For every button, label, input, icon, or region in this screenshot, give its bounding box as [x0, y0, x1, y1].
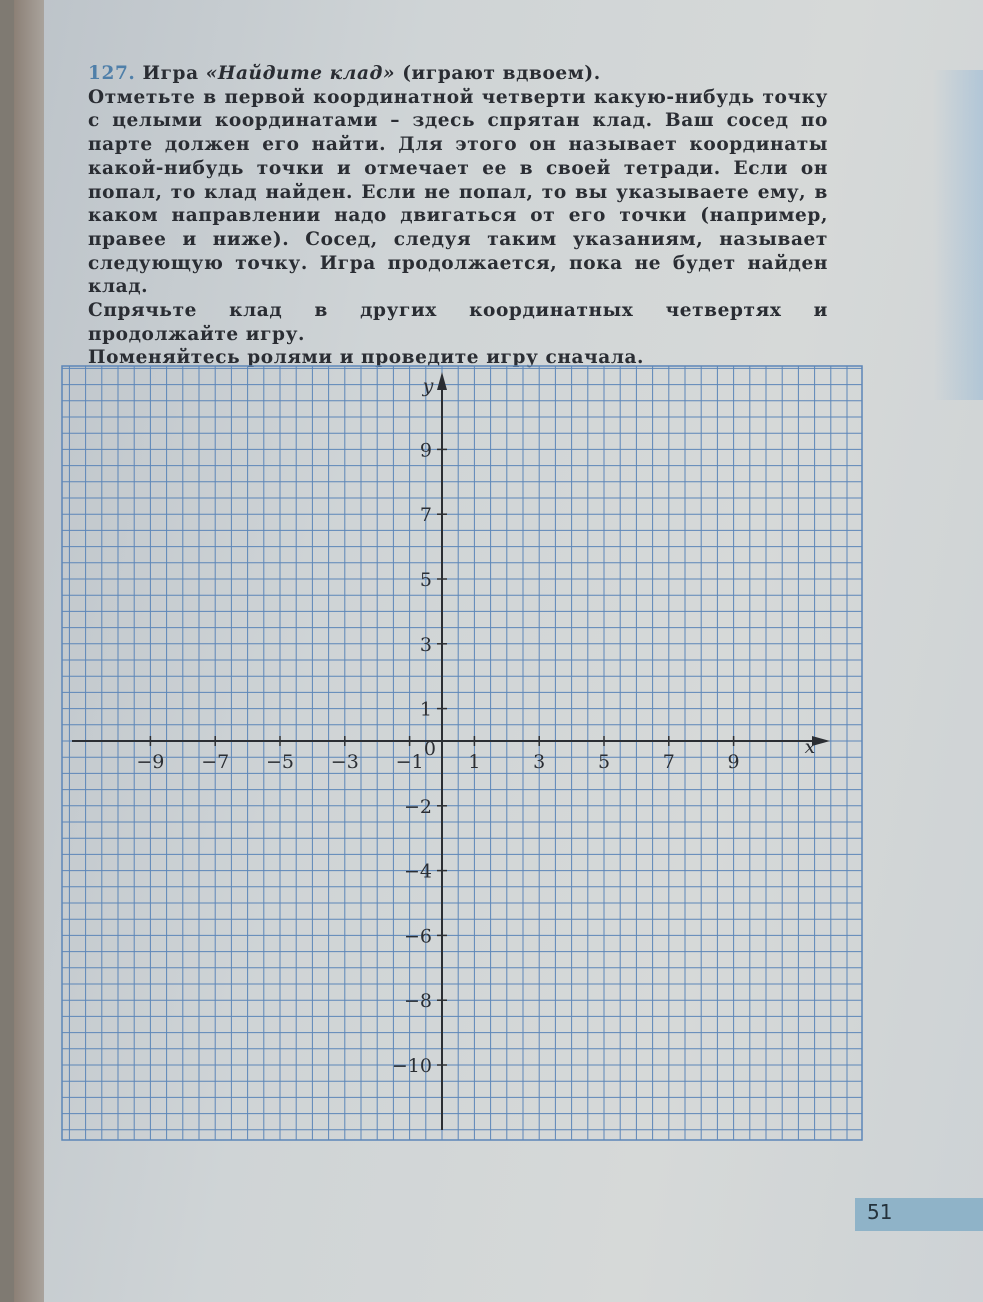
x-axis-label: x	[804, 736, 816, 758]
x-tick-label: 3	[533, 751, 546, 773]
problem-paragraph-1: Отметьте в первой координатной четверти какую-нибудь точку с целыми координатами – здесь спрятан клад. Ваш сосед по парте должен его найти. Для этого он называет координаты какой-нибудь точки и отмечает ее в своей тетради. Если он попал, то клад найден. Если не попал, то вы указываете ему, в каком направлении надо двигаться от его точки (например, правее и ниже). Сосед, следуя таким указаниям, называет следующую точку. Игра продолжается, пока не будет найден клад.	[88, 86, 828, 298]
x-tick-label: −5	[265, 751, 295, 773]
y-tick-label: −6	[403, 925, 432, 948]
origin-label: 0	[423, 738, 436, 760]
tick-labels	[136, 375, 815, 1077]
problem-paragraph-2: Спрячьте клад в других координатных четвертях и продолжайте игру.	[88, 300, 828, 345]
x-tick-label: −1	[395, 751, 424, 773]
y-tick-label: −2	[403, 795, 432, 818]
x-tick-label: −9	[136, 751, 165, 773]
grid-lines	[62, 366, 862, 1140]
y-tick-label: 5	[419, 569, 432, 591]
title-prefix: Игра	[142, 63, 199, 84]
y-tick-label: 3	[419, 633, 432, 656]
y-tick-label: 9	[419, 439, 432, 462]
x-tick-label: 9	[727, 751, 740, 773]
title-suffix: (играют вдвоем).	[402, 63, 601, 84]
x-tick-label: 1	[468, 751, 481, 773]
x-tick-label: 5	[597, 751, 611, 773]
x-tick-label: −3	[330, 751, 359, 773]
x-tick-label: −7	[201, 751, 230, 773]
y-tick-label: −10	[391, 1055, 432, 1077]
y-tick-label: 1	[419, 698, 432, 721]
y-tick-label: −4	[403, 860, 432, 883]
problem-paragraph-3: Поменяйтесь ролями и проведите игру сначала.	[88, 347, 645, 369]
problem-number: 127.	[88, 63, 136, 84]
x-tick-label: 7	[662, 751, 675, 773]
game-title: «Найдите клад»	[205, 63, 396, 84]
y-tick-label: 7	[419, 504, 432, 527]
y-tick-label: −8	[403, 990, 432, 1013]
y-axis-arrow	[437, 372, 447, 390]
y-axis-label: y	[422, 375, 434, 397]
page-number: 51	[867, 1200, 893, 1224]
